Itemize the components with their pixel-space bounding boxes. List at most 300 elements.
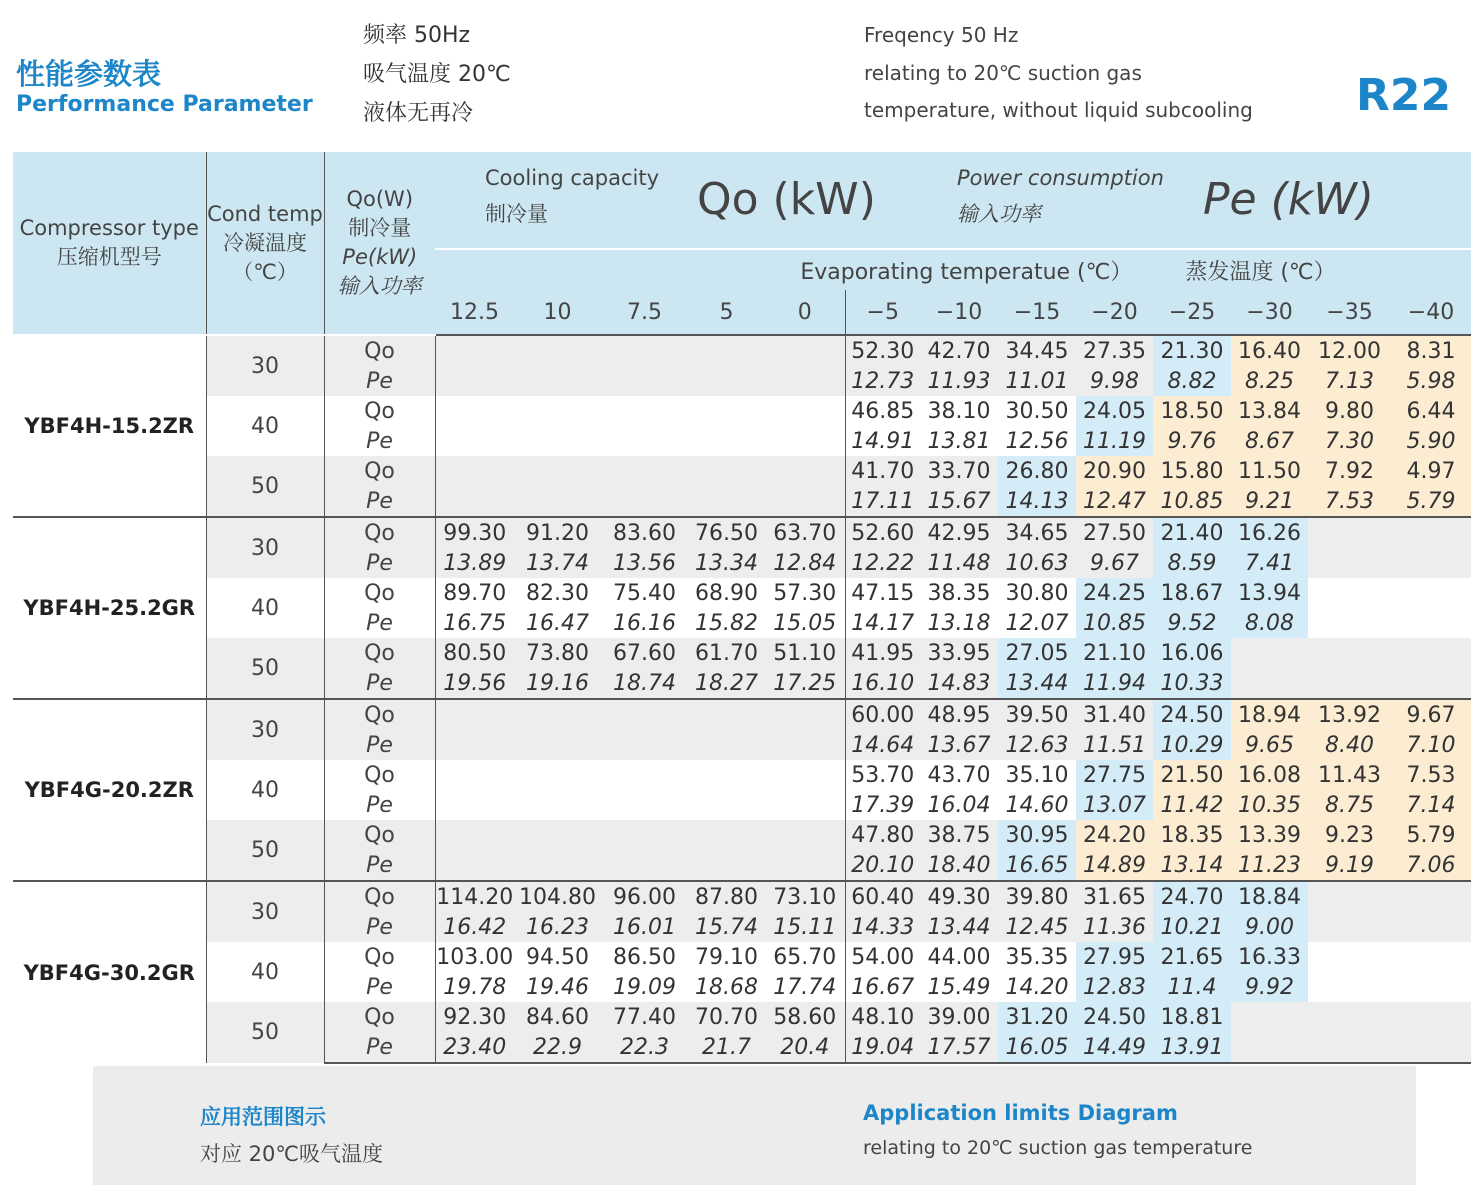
pe-value: 19.04 bbox=[845, 1032, 920, 1063]
qo-value: 31.40 bbox=[1076, 699, 1153, 730]
pe-value: 9.19 bbox=[1308, 850, 1391, 881]
cond-temp-cell: 50 bbox=[206, 820, 324, 881]
power-consumption-cn: 输入功率 bbox=[957, 202, 1041, 226]
qo-value: 21.30 bbox=[1153, 335, 1231, 366]
header-cond-temp bbox=[206, 152, 324, 335]
pe-value: 18.74 bbox=[601, 668, 688, 699]
performance-table bbox=[13, 152, 1471, 1064]
qo-value: 34.65 bbox=[998, 517, 1076, 548]
pe-value bbox=[1308, 608, 1391, 638]
qo-value: 65.70 bbox=[765, 942, 845, 972]
qo-value: 18.94 bbox=[1231, 699, 1308, 730]
pe-value: 13.91 bbox=[1153, 1032, 1231, 1063]
condition-subcooling-cn: 液体无再冷 bbox=[363, 101, 474, 126]
qo-value: 21.40 bbox=[1153, 517, 1231, 548]
cooling-capacity-cn: 制冷量 bbox=[485, 202, 548, 226]
qo-value: 13.94 bbox=[1231, 578, 1308, 608]
pe-value: 9.67 bbox=[1076, 548, 1153, 578]
qo-value: 20.90 bbox=[1076, 456, 1153, 486]
compressor-model: YBF4H-25.2GR bbox=[13, 517, 206, 699]
qo-value: 21.65 bbox=[1153, 942, 1231, 972]
power-consumption-unit: Pe (kW) bbox=[1203, 174, 1374, 225]
pe-value: 11.51 bbox=[1076, 730, 1153, 760]
pe-value bbox=[1308, 912, 1391, 942]
qo-label: Qo bbox=[324, 638, 435, 668]
pe-value: 16.16 bbox=[601, 608, 688, 638]
table-row bbox=[13, 881, 1471, 912]
evap-temp-header: 10 bbox=[514, 290, 601, 335]
pe-value: 12.73 bbox=[845, 366, 920, 396]
qo-value: 13.92 bbox=[1308, 699, 1391, 730]
pe-value: 13.18 bbox=[920, 608, 998, 638]
pe-label: Pe bbox=[324, 730, 435, 760]
header-compressor-type bbox=[13, 152, 206, 335]
pe-value bbox=[765, 486, 845, 517]
qo-value: 41.95 bbox=[845, 638, 920, 668]
pe-value: 9.98 bbox=[1076, 366, 1153, 396]
page-title-en: Performance Parameter bbox=[16, 92, 313, 117]
pe-value: 11.42 bbox=[1153, 790, 1231, 820]
qo-value bbox=[688, 820, 765, 850]
pe-value: 13.44 bbox=[920, 912, 998, 942]
pe-value: 16.23 bbox=[514, 912, 601, 942]
qo-value: 9.23 bbox=[1308, 820, 1391, 850]
pe-value: 10.85 bbox=[1153, 486, 1231, 517]
qo-value: 5.79 bbox=[1391, 820, 1471, 850]
qo-value bbox=[1231, 638, 1308, 668]
qo-value: 18.84 bbox=[1231, 881, 1308, 912]
qo-value bbox=[514, 820, 601, 850]
qo-label: Qo bbox=[324, 456, 435, 486]
pe-value: 7.30 bbox=[1308, 426, 1391, 456]
qo-value bbox=[1308, 638, 1391, 668]
qo-value: 27.95 bbox=[1076, 942, 1153, 972]
pe-value: 7.53 bbox=[1308, 486, 1391, 517]
qo-value: 7.92 bbox=[1308, 456, 1391, 486]
pe-value bbox=[435, 850, 514, 881]
pe-value: 8.40 bbox=[1308, 730, 1391, 760]
evaporating-temp-en: Evaporating temperatue (℃） bbox=[800, 259, 1133, 285]
qo-value: 60.40 bbox=[845, 881, 920, 912]
qo-value bbox=[601, 760, 688, 790]
pe-value bbox=[601, 790, 688, 820]
pe-value: 7.06 bbox=[1391, 850, 1471, 881]
qo-value: 24.70 bbox=[1153, 881, 1231, 912]
qo-value bbox=[765, 699, 845, 730]
pe-value: 12.45 bbox=[998, 912, 1076, 942]
pe-value bbox=[765, 790, 845, 820]
pe-value bbox=[1391, 548, 1471, 578]
header-qo-label: Qo(W) bbox=[346, 187, 414, 211]
qo-value: 42.70 bbox=[920, 335, 998, 366]
pe-value: 9.52 bbox=[1153, 608, 1231, 638]
pe-value bbox=[1308, 972, 1391, 1002]
pe-value bbox=[765, 730, 845, 760]
header-pe-label: Pe(kW) bbox=[342, 245, 418, 269]
qo-value: 27.05 bbox=[998, 638, 1076, 668]
pe-value: 10.85 bbox=[1076, 608, 1153, 638]
qo-value: 21.50 bbox=[1153, 760, 1231, 790]
qo-value: 21.10 bbox=[1076, 638, 1153, 668]
qo-value bbox=[514, 396, 601, 426]
pe-label: Pe bbox=[324, 548, 435, 578]
pe-value: 13.07 bbox=[1076, 790, 1153, 820]
qo-value: 27.50 bbox=[1076, 517, 1153, 548]
pe-value: 13.67 bbox=[920, 730, 998, 760]
qo-value: 13.84 bbox=[1231, 396, 1308, 426]
pe-value: 5.98 bbox=[1391, 366, 1471, 396]
pe-value: 7.14 bbox=[1391, 790, 1471, 820]
pe-label: Pe bbox=[324, 426, 435, 456]
pe-value: 10.63 bbox=[998, 548, 1076, 578]
pe-value: 15.67 bbox=[920, 486, 998, 517]
evap-temp-header: 12.5 bbox=[435, 290, 514, 335]
qo-value: 77.40 bbox=[601, 1002, 688, 1032]
pe-value: 8.25 bbox=[1231, 366, 1308, 396]
pe-value: 9.92 bbox=[1231, 972, 1308, 1002]
pe-value: 19.78 bbox=[435, 972, 514, 1002]
cooling-capacity-unit: Qo (kW) bbox=[697, 174, 876, 225]
pe-value: 11.93 bbox=[920, 366, 998, 396]
pe-value: 16.04 bbox=[920, 790, 998, 820]
cond-temp-cell: 50 bbox=[206, 638, 324, 699]
cond-temp-cell: 40 bbox=[206, 942, 324, 1002]
qo-value: 33.70 bbox=[920, 456, 998, 486]
pe-value: 18.68 bbox=[688, 972, 765, 1002]
header-capacity-power bbox=[435, 152, 1471, 249]
pe-value bbox=[1391, 608, 1471, 638]
pe-value bbox=[1308, 548, 1391, 578]
qo-value: 4.97 bbox=[1391, 456, 1471, 486]
pe-value: 19.56 bbox=[435, 668, 514, 699]
evap-temp-header: 0 bbox=[765, 290, 845, 335]
qo-value: 35.35 bbox=[998, 942, 1076, 972]
qo-value bbox=[1391, 638, 1471, 668]
condition-subcooling-en: temperature, without liquid subcooling bbox=[864, 98, 1253, 122]
pe-value: 11.48 bbox=[920, 548, 998, 578]
evap-temp-header: −25 bbox=[1153, 290, 1231, 335]
qo-value: 18.67 bbox=[1153, 578, 1231, 608]
pe-value: 22.3 bbox=[601, 1032, 688, 1063]
pe-value: 16.01 bbox=[601, 912, 688, 942]
pe-value: 18.27 bbox=[688, 668, 765, 699]
qo-label: Qo bbox=[324, 578, 435, 608]
pe-value: 12.84 bbox=[765, 548, 845, 578]
qo-value: 27.75 bbox=[1076, 760, 1153, 790]
pe-label: Pe bbox=[324, 850, 435, 881]
pe-value: 11.23 bbox=[1231, 850, 1308, 881]
pe-value bbox=[514, 790, 601, 820]
qo-value bbox=[1391, 578, 1471, 608]
pe-value: 12.56 bbox=[998, 426, 1076, 456]
pe-value: 9.65 bbox=[1231, 730, 1308, 760]
pe-value: 11.01 bbox=[998, 366, 1076, 396]
compressor-model: YBF4G-30.2GR bbox=[13, 881, 206, 1063]
qo-value: 9.80 bbox=[1308, 396, 1391, 426]
qo-value bbox=[514, 760, 601, 790]
qo-value bbox=[688, 699, 765, 730]
qo-value: 11.43 bbox=[1308, 760, 1391, 790]
pe-value bbox=[601, 850, 688, 881]
cooling-capacity-label bbox=[485, 160, 659, 232]
pe-value: 21.7 bbox=[688, 1032, 765, 1063]
pe-label: Pe bbox=[324, 668, 435, 699]
pe-value bbox=[688, 730, 765, 760]
pe-value bbox=[1308, 668, 1391, 699]
qo-value: 91.20 bbox=[514, 517, 601, 548]
pe-value: 14.60 bbox=[998, 790, 1076, 820]
evap-temp-header: −20 bbox=[1076, 290, 1153, 335]
qo-value bbox=[514, 335, 601, 366]
pe-value: 5.90 bbox=[1391, 426, 1471, 456]
pe-value: 7.41 bbox=[1231, 548, 1308, 578]
pe-value: 14.13 bbox=[998, 486, 1076, 517]
qo-value bbox=[435, 699, 514, 730]
qo-value: 16.40 bbox=[1231, 335, 1308, 366]
pe-label: Pe bbox=[324, 912, 435, 942]
pe-value: 8.59 bbox=[1153, 548, 1231, 578]
pe-value bbox=[688, 426, 765, 456]
qo-value: 63.70 bbox=[765, 517, 845, 548]
pe-value: 15.82 bbox=[688, 608, 765, 638]
pe-value bbox=[1231, 668, 1308, 699]
cond-temp-cell: 50 bbox=[206, 456, 324, 517]
qo-value: 41.70 bbox=[845, 456, 920, 486]
qo-value bbox=[1308, 1002, 1391, 1032]
pe-value: 10.35 bbox=[1231, 790, 1308, 820]
table-row bbox=[13, 396, 1471, 426]
pe-value bbox=[601, 366, 688, 396]
table-row bbox=[13, 335, 1471, 366]
pe-value bbox=[688, 790, 765, 820]
pe-value: 14.33 bbox=[845, 912, 920, 942]
pe-value: 15.74 bbox=[688, 912, 765, 942]
qo-value: 104.80 bbox=[514, 881, 601, 912]
cond-temp-cell: 50 bbox=[206, 1002, 324, 1063]
qo-label: Qo bbox=[324, 820, 435, 850]
qo-value: 67.60 bbox=[601, 638, 688, 668]
pe-value: 11.94 bbox=[1076, 668, 1153, 699]
qo-value bbox=[1231, 1002, 1308, 1032]
qo-label: Qo bbox=[324, 517, 435, 548]
qo-value: 44.00 bbox=[920, 942, 998, 972]
cond-temp-cell: 40 bbox=[206, 760, 324, 820]
qo-value bbox=[601, 699, 688, 730]
qo-value: 24.25 bbox=[1076, 578, 1153, 608]
pe-value: 13.81 bbox=[920, 426, 998, 456]
qo-value: 26.80 bbox=[998, 456, 1076, 486]
pe-value: 7.13 bbox=[1308, 366, 1391, 396]
pe-value: 9.00 bbox=[1231, 912, 1308, 942]
qo-value: 75.40 bbox=[601, 578, 688, 608]
qo-value: 89.70 bbox=[435, 578, 514, 608]
qo-label: Qo bbox=[324, 1002, 435, 1032]
table-row bbox=[13, 760, 1471, 790]
pe-value bbox=[601, 730, 688, 760]
pe-value bbox=[1391, 668, 1471, 699]
qo-value: 82.30 bbox=[514, 578, 601, 608]
qo-value bbox=[1391, 1002, 1471, 1032]
qo-value: 31.65 bbox=[1076, 881, 1153, 912]
qo-value: 15.80 bbox=[1153, 456, 1231, 486]
pe-value: 16.10 bbox=[845, 668, 920, 699]
pe-value bbox=[688, 486, 765, 517]
qo-value: 53.70 bbox=[845, 760, 920, 790]
pe-value: 14.89 bbox=[1076, 850, 1153, 881]
qo-value: 38.35 bbox=[920, 578, 998, 608]
qo-value: 11.50 bbox=[1231, 456, 1308, 486]
pe-value bbox=[1391, 972, 1471, 1002]
qo-value bbox=[1308, 578, 1391, 608]
qo-value: 24.05 bbox=[1076, 396, 1153, 426]
pe-label: Pe bbox=[324, 790, 435, 820]
qo-value bbox=[765, 396, 845, 426]
qo-value: 99.30 bbox=[435, 517, 514, 548]
compressor-model: YBF4H-15.2ZR bbox=[13, 335, 206, 517]
evap-temp-header: −30 bbox=[1231, 290, 1308, 335]
pe-value: 13.89 bbox=[435, 548, 514, 578]
pe-value: 17.57 bbox=[920, 1032, 998, 1063]
condition-suction-cn: 吸气温度 20℃ bbox=[363, 62, 511, 87]
qo-label: Qo bbox=[324, 396, 435, 426]
pe-value: 13.74 bbox=[514, 548, 601, 578]
pe-value: 18.40 bbox=[920, 850, 998, 881]
qo-value: 51.10 bbox=[765, 638, 845, 668]
qo-value: 47.15 bbox=[845, 578, 920, 608]
qo-value bbox=[688, 456, 765, 486]
table-row bbox=[13, 638, 1471, 668]
pe-value: 23.40 bbox=[435, 1032, 514, 1063]
pe-value: 16.75 bbox=[435, 608, 514, 638]
pe-value bbox=[514, 486, 601, 517]
pe-value: 8.08 bbox=[1231, 608, 1308, 638]
pe-value bbox=[1391, 912, 1471, 942]
qo-value bbox=[514, 699, 601, 730]
qo-value bbox=[435, 820, 514, 850]
qo-value bbox=[1391, 881, 1471, 912]
qo-value: 52.60 bbox=[845, 517, 920, 548]
pe-value bbox=[514, 850, 601, 881]
qo-value: 18.35 bbox=[1153, 820, 1231, 850]
qo-value bbox=[765, 760, 845, 790]
pe-value: 7.10 bbox=[1391, 730, 1471, 760]
pe-label: Pe bbox=[324, 1032, 435, 1063]
condition-frequency-en: Freqency 50 Hz bbox=[864, 23, 1019, 47]
cond-temp-cell: 30 bbox=[206, 699, 324, 760]
pe-value: 12.22 bbox=[845, 548, 920, 578]
pe-value: 9.21 bbox=[1231, 486, 1308, 517]
application-limits-subtitle-cn: 对应 20℃吸气温度 bbox=[200, 1142, 383, 1166]
header-evaporating-temp bbox=[435, 249, 1471, 290]
pe-value: 12.63 bbox=[998, 730, 1076, 760]
qo-value: 92.30 bbox=[435, 1002, 514, 1032]
qo-value: 39.80 bbox=[998, 881, 1076, 912]
qo-value bbox=[435, 760, 514, 790]
qo-value: 30.80 bbox=[998, 578, 1076, 608]
pe-value: 20.10 bbox=[845, 850, 920, 881]
pe-value: 14.20 bbox=[998, 972, 1076, 1002]
pe-value bbox=[1308, 1032, 1391, 1063]
pe-value bbox=[688, 366, 765, 396]
evap-temp-header: −35 bbox=[1308, 290, 1391, 335]
pe-value: 5.79 bbox=[1391, 486, 1471, 517]
pe-value bbox=[435, 486, 514, 517]
qo-value bbox=[514, 456, 601, 486]
qo-value: 47.80 bbox=[845, 820, 920, 850]
qo-value bbox=[601, 396, 688, 426]
cooling-capacity-en: Cooling capacity bbox=[485, 166, 659, 190]
table-row bbox=[13, 456, 1471, 486]
qo-value: 96.00 bbox=[601, 881, 688, 912]
qo-value: 8.31 bbox=[1391, 335, 1471, 366]
pe-value: 8.75 bbox=[1308, 790, 1391, 820]
qo-value: 16.06 bbox=[1153, 638, 1231, 668]
pe-value: 10.21 bbox=[1153, 912, 1231, 942]
pe-value: 15.11 bbox=[765, 912, 845, 942]
pe-value bbox=[601, 426, 688, 456]
pe-value: 16.47 bbox=[514, 608, 601, 638]
qo-value bbox=[1308, 517, 1391, 548]
cond-temp-cell: 40 bbox=[206, 396, 324, 456]
pe-value bbox=[1391, 1032, 1471, 1063]
qo-value: 84.60 bbox=[514, 1002, 601, 1032]
pe-value bbox=[435, 366, 514, 396]
pe-value: 11.36 bbox=[1076, 912, 1153, 942]
pe-value bbox=[514, 426, 601, 456]
pe-value: 13.44 bbox=[998, 668, 1076, 699]
table-row bbox=[13, 820, 1471, 850]
qo-label: Qo bbox=[324, 335, 435, 366]
qo-value: 30.50 bbox=[998, 396, 1076, 426]
pe-label: Pe bbox=[324, 608, 435, 638]
qo-value bbox=[1391, 942, 1471, 972]
power-consumption-en: Power consumption bbox=[957, 166, 1164, 190]
compressor-model: YBF4G-20.2ZR bbox=[13, 699, 206, 881]
pe-value bbox=[765, 426, 845, 456]
qo-value: 60.00 bbox=[845, 699, 920, 730]
pe-value: 17.25 bbox=[765, 668, 845, 699]
pe-value: 10.33 bbox=[1153, 668, 1231, 699]
qo-value: 16.26 bbox=[1231, 517, 1308, 548]
qo-value: 80.50 bbox=[435, 638, 514, 668]
qo-value: 79.10 bbox=[688, 942, 765, 972]
condition-frequency-cn: 频率 50Hz bbox=[363, 23, 471, 48]
pe-value: 12.07 bbox=[998, 608, 1076, 638]
qo-value: 38.75 bbox=[920, 820, 998, 850]
pe-value: 17.39 bbox=[845, 790, 920, 820]
pe-value: 14.83 bbox=[920, 668, 998, 699]
header-cond-en: Cond temp bbox=[207, 201, 323, 226]
pe-value bbox=[601, 486, 688, 517]
condition-suction-en: relating to 20℃ suction gas bbox=[864, 61, 1142, 85]
qo-value: 24.50 bbox=[1153, 699, 1231, 730]
pe-value: 15.05 bbox=[765, 608, 845, 638]
qo-value: 9.67 bbox=[1391, 699, 1471, 730]
cond-temp-cell: 30 bbox=[206, 881, 324, 942]
qo-value: 24.50 bbox=[1076, 1002, 1153, 1032]
qo-value: 83.60 bbox=[601, 517, 688, 548]
pe-value: 19.46 bbox=[514, 972, 601, 1002]
qo-value bbox=[765, 820, 845, 850]
qo-value: 35.10 bbox=[998, 760, 1076, 790]
pe-value bbox=[688, 850, 765, 881]
qo-value: 34.45 bbox=[998, 335, 1076, 366]
pe-value bbox=[435, 790, 514, 820]
table-row bbox=[13, 517, 1471, 548]
qo-value: 94.50 bbox=[514, 942, 601, 972]
qo-value bbox=[435, 456, 514, 486]
qo-value: 114.20 bbox=[435, 881, 514, 912]
